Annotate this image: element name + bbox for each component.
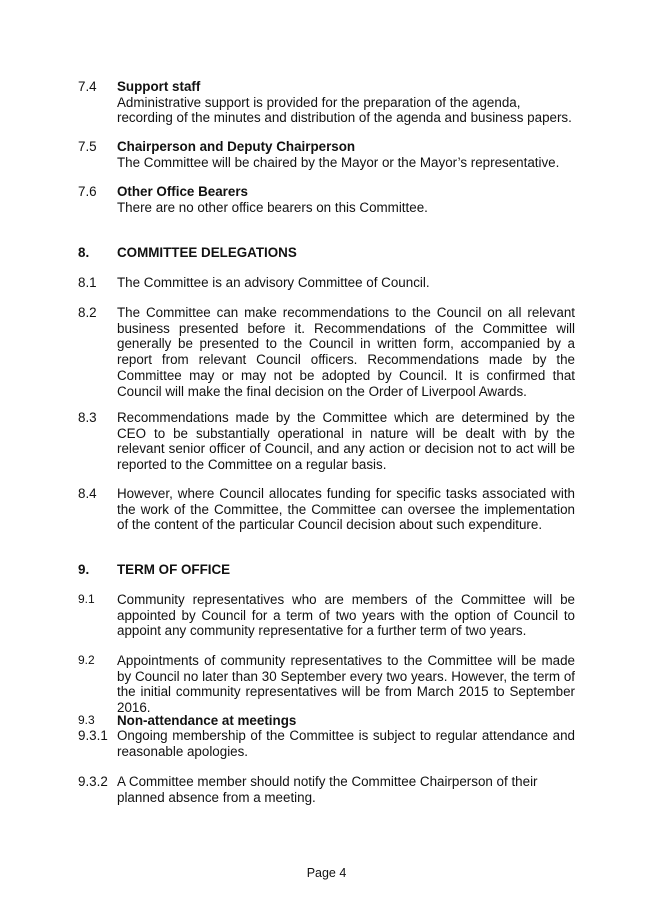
section-9-3-2 (78, 774, 578, 805)
section-number: 7.6 (78, 184, 97, 199)
section-text: Recommendations made by the Committee which are determined by the CEO to be substantially operational in nature will be dealt with by the relevant senior officer of Council, and any action or decision not to act will be reported to the Committee on a regular basis. (117, 410, 575, 473)
section-text: However, where Council allocates funding for specific tasks associated with the work of the Committee, the Committee can oversee the implementation of the content of the particular Council decision about such expenditure. (117, 486, 575, 533)
section-7-4 (78, 79, 578, 126)
section-8-2 (78, 305, 578, 399)
section-title: Chairperson and Deputy Chairperson (117, 139, 356, 154)
section-number: 9.3.2 (78, 774, 108, 789)
section-8-1 (78, 275, 578, 291)
section-text: Ongoing membership of the Committee is subject to regular attendance and reasonable apologies. (117, 728, 575, 759)
page-number: Page 4 (306, 866, 347, 880)
section-title: Non-attendance at meetings (117, 713, 297, 728)
section-number: 9.3 (78, 713, 95, 727)
section-number: 7.4 (78, 79, 97, 94)
section-8-3 (78, 410, 578, 473)
section-text: The Committee is an advisory Committee of Council. (117, 275, 430, 290)
section-8-4 (78, 486, 578, 533)
section-title: Support staff (117, 79, 201, 94)
section-9-3 (78, 713, 578, 729)
heading-8 (78, 245, 578, 261)
section-title: Other Office Bearers (117, 184, 248, 199)
section-number: 7.5 (78, 139, 97, 154)
section-text: There are no other office bearers on this Committee. (117, 199, 428, 215)
section-number: 9.3.1 (78, 728, 108, 743)
heading-9 (78, 562, 578, 578)
section-7-5 (78, 139, 578, 170)
section-number: 8.3 (78, 410, 97, 425)
heading-number: 9. (78, 562, 90, 577)
section-text: Appointments of community representatives to the Committee will be made by Council no later than 30 September every two years. However, the term of the initial community representatives will be from March 2015 to September 2016. (117, 653, 575, 716)
heading-title: TERM OF OFFICE (117, 562, 231, 577)
section-number: 9.2 (78, 653, 95, 667)
section-text: A Committee member should notify the Committee Chairperson of their planned absence from a meeting. (117, 774, 538, 805)
section-text: Administrative support is provided for the preparation of the agenda, recording of the minutes and distribution of the agenda and business papers. (117, 94, 572, 126)
section-9-1 (78, 592, 578, 639)
section-text: The Committee can make recommendations to the Council on all relevant business presented before it. Recommendations of the Committee will generally be presented to the Council in written form, accompanied by a report from relevant Council officers. Recommendations made by the Committee may or may not be adopted by Council. It is confirmed that Council will make the final decision on the Order of Liverpool Awards. (117, 305, 575, 399)
section-number: 8.1 (78, 275, 97, 290)
heading-title: COMMITTEE DELEGATIONS (117, 245, 297, 260)
section-number: 8.4 (78, 486, 97, 501)
heading-number: 8. (78, 245, 90, 260)
section-7-6 (78, 184, 578, 215)
section-text: Community representatives who are members of the Committee will be appointed by Council for a term of two years with the option of Council to appoint any community representative for a further term of two years. (117, 592, 575, 639)
section-text: The Committee will be chaired by the Mayor or the Mayor’s representative. (117, 154, 560, 170)
section-number: 9.1 (78, 592, 95, 606)
section-number: 8.2 (78, 305, 97, 320)
section-9-3-1 (78, 728, 578, 759)
section-9-2 (78, 653, 578, 716)
